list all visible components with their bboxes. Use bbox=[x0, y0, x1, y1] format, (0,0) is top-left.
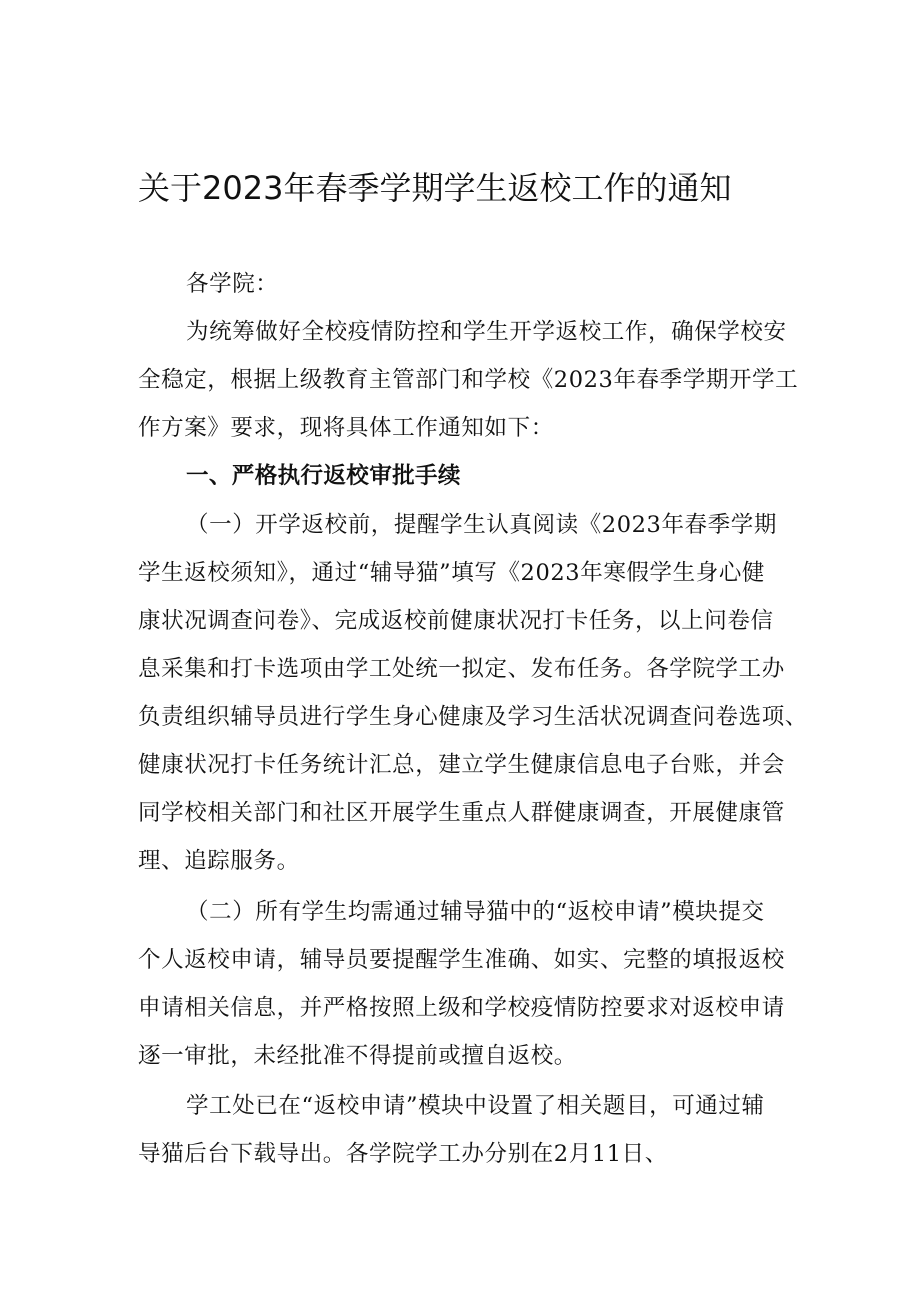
paragraph-line-1: 学工处已在“返校申请”模块中设置了相关题目，可通过辅 bbox=[186, 1093, 765, 1119]
item-1-line-1: （一）开学返校前，提醒学生认真阅读《2023年春季学期 bbox=[186, 512, 777, 538]
item-2-line-4: 逐一审批，未经批准不得提前或擅自返校。 bbox=[138, 1043, 577, 1069]
item-1-line-5: 负责组织辅导员进行学生身心健康及学习生活状况调查问卷选项、 bbox=[138, 704, 808, 730]
item-2-line-3: 申请相关信息，并严格按照上级和学校疫情防控要求对返校申请 bbox=[138, 995, 785, 1021]
section-heading-1: 一、严格执行返校审批手续 bbox=[186, 463, 461, 489]
item-1-line-3: 康状况调查问卷》、完成返校前健康状况打卡任务，以上问卷信 bbox=[138, 608, 774, 634]
item-1-line-2: 学生返校须知》，通过“辅导猫”填写《2023年寒假学生身心健 bbox=[138, 560, 766, 586]
document-title: 关于2023年春季学期学生返校工作的通知 bbox=[138, 169, 732, 207]
paragraph-line-2: 导猫后台下载导出。各学院学工办分别在2月11日、 bbox=[138, 1141, 668, 1167]
item-1-line-7: 同学校相关部门和社区开展学生重点人群健康调查，开展健康管 bbox=[138, 800, 785, 826]
item-1-line-8: 理、追踪服务。 bbox=[138, 848, 300, 874]
intro-line-2: 全稳定，根据上级教育主管部门和学校《2023年春季学期开学工 bbox=[138, 367, 799, 393]
item-1-line-6: 健康状况打卡任务统计汇总，建立学生健康信息电子台账，并会 bbox=[138, 752, 785, 778]
intro-line-1: 为统筹做好全校疫情防控和学生开学返校工作，确保学校安 bbox=[186, 319, 787, 345]
intro-line-3: 作方案》要求，现将具体工作通知如下： bbox=[138, 415, 554, 441]
item-2-line-2: 个人返校申请，辅导员要提醒学生准确、如实、完整的填报返校 bbox=[138, 947, 785, 973]
salutation: 各学院： bbox=[186, 271, 279, 297]
item-1-line-4: 息采集和打卡选项由学工处统一拟定、发布任务。各学院学工办 bbox=[138, 656, 785, 682]
item-2-line-1: （二）所有学生均需通过辅导猫中的“返校申请”模块提交 bbox=[186, 899, 765, 925]
